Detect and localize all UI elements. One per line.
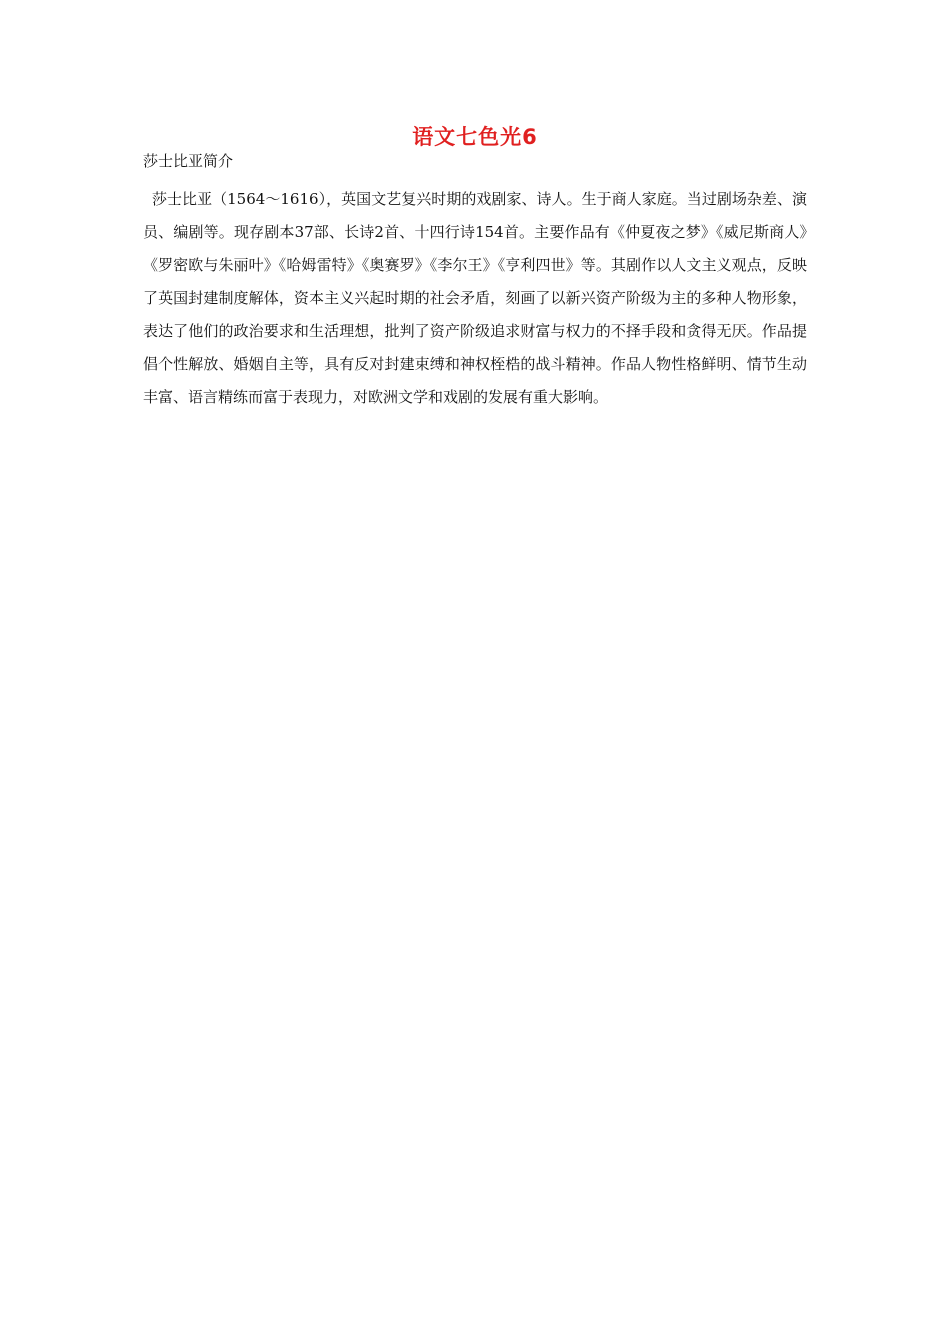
body-paragraph: 莎士比亚（1564～1616），英国文艺复兴时期的戏剧家、诗人。生于商人家庭。当过剧场杂差、演员、编剧等。现存剧本37部、长诗2首、十四行诗154首。主要作品有《仲夏夜之梦》《威尼斯商人》《罗密欧与朱丽叶》《哈姆雷特》《奥赛罗》《李尔王》《亨利四世》等。其剧作以人文主义观点，反映了英国封建制度解体，资本主义兴起时期的社会矛盾，刻画了以新兴资产阶级为主的多种人物形象，表达了他们的政治要求和生活理想，批判了资产阶级追求财富与权力的不择手段和贪得无厌。作品提倡个性解放、婚姻自主等，具有反对封建束缚和神权桎梏的战斗精神。作品人物性格鲜明、情节生动丰富、语言精练而富于表现力，对欧洲文学和戏剧的发展有重大影响。 xyxy=(143,190,807,406)
section-heading: 莎士比亚简介 xyxy=(143,152,234,170)
document-title: 语文七色光6 xyxy=(412,125,538,149)
